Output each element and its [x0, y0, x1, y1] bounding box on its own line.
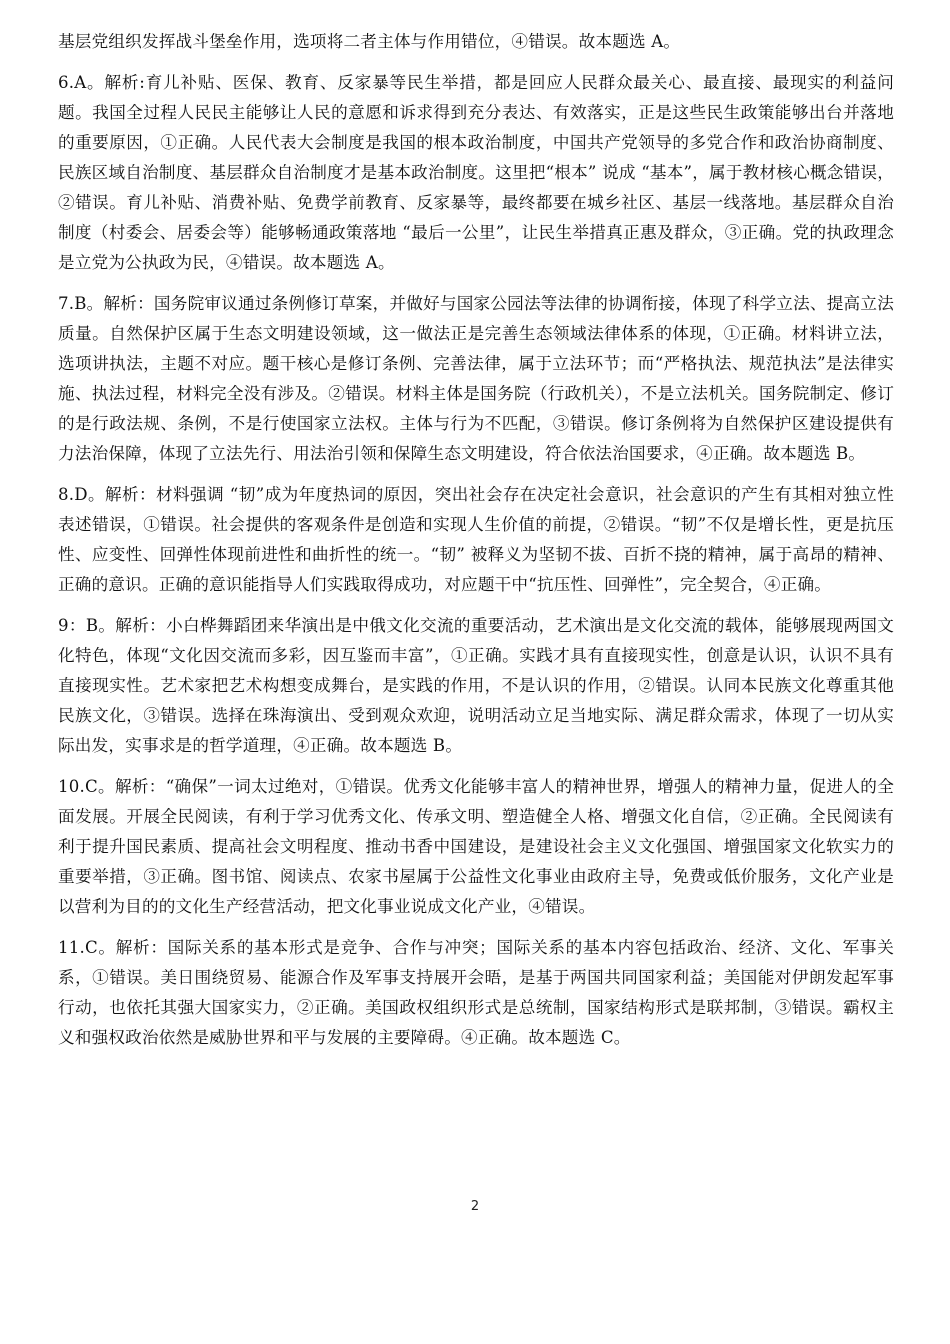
page-number: 2	[470, 1199, 480, 1214]
answer-paragraph-11: 11.C。解析：国际关系的基本形式是竞争、合作与冲突；国际关系的基本内容包括政治、经济、文化、军事关系，①错误。美日围绕贸易、能源合作及军事支持展开会晤，是基于两国共同国家利益；美国能对伊朗发起军事行动，也依托其强大国家实力，②正确。美国政权组织形式是总统制，国家结构形式是联邦制，③错误。霸权主义和强权政治依然是威胁世界和平与发展的主要障碍。④正确。故本题选 C。	[58, 938, 894, 1047]
answer-paragraph-8: 8.D。解析：材料强调 “韧”成为年度热词的原因，突出社会存在决定社会意识，社会意识的产生有其相对独立性表述错误，①错误。社会提供的客观条件是创造和实现人生价值的前提，②错误。“韧”不仅是增长性，更是抗压性、应变性、回弹性体现前进性和曲折性的统一。“韧” 被释义为坚韧不拔、百折不挠的精神，属于高昂的精神、正确的意识。正确的意识能指导人们实践取得成功，对应题干中“抗压性、回弹性”，完全契合，④正确。	[58, 485, 894, 594]
answer-paragraph-9: 9：B。解析：小白桦舞蹈团来华演出是中俄文化交流的重要活动，艺术演出是文化交流的载体，能够展现两国文化特色，体现“文化因交流而多彩，因互鉴而丰富”，①正确。实践才具有直接现实性，创意是认识，认识不具有直接现实性。艺术家把艺术构想变成舞台，是实践的作用，不是认识的作用，②错误。认同本民族文化尊重其他民族文化，③错误。选择在珠海演出、受到观众欢迎，说明活动立足当地实际、满足群众需求，体现了一切从实际出发，实事求是的哲学道理，④正确。故本题选 B。	[58, 616, 894, 755]
answer-paragraph-10: 10.C。解析：“确保”一词太过绝对，①错误。优秀文化能够丰富人的精神世界，增强人的精神力量，促进人的全面发展。开展全民阅读，有利于学习优秀文化、传承文明、塑造健全人格、增强文化自信，②正确。全民阅读有利于提升国民素质、提高社会文明程度、推动书香中国建设，是建设社会主义文化强国、增强国家文化软实力的重要举措，③正确。图书馆、阅读点、农家书屋属于公益性文化事业由政府主导，免费或低价服务，文化产业是以营利为目的的文化生产经营活动，把文化事业说成文化产业，④错误。	[58, 777, 894, 916]
document-page	[58, 0, 894, 1064]
answer-paragraph-7: 7.B。解析：国务院审议通过条例修订草案，并做好与国家公园法等法律的协调衔接，体现了科学立法、提高立法质量。自然保护区属于生态文明建设领域，这一做法正是完善生态领域法律体系的体现，①正确。材料讲立法，选项讲执法，主题不对应。题干核心是修订条例、完善法律，属于立法环节；而“严格执法、规范执法”是法律实施、执法过程，材料完全没有涉及。②错误。材料主体是国务院（行政机关），不是立法机关。国务院制定、修订的是行政法规、条例，不是行使国家立法权。主体与行为不匹配，③错误。修订条例将为自然保护区建设提供有力法治保障，体现了立法先行、用法治引领和保障生态文明建设，符合依法治国要求，④正确。故本题选 B。	[58, 294, 894, 463]
answer-paragraph-5-continued: 基层党组织发挥战斗堡垒作用，选项将二者主体与作用错位，④错误。故本题选 A。	[58, 32, 681, 51]
answer-paragraph-6: 6.A。解析:育儿补贴、医保、教育、反家暴等民生举措，都是回应人民群众最关心、最直接、最现实的利益问题。我国全过程人民民主能够让人民的意愿和诉求得到充分表达、有效落实，正是这些民生政策能够出台并落地的重要原因，①正确。人民代表大会制度是我国的根本政治制度，中国共产党领导的多党合作和政治协商制度、民族区域自治制度、基层群众自治制度才是基本政治制度。这里把“根本” 说成 “基本”，属于教材核心概念错误，②错误。育儿补贴、消费补贴、免费学前教育、反家暴等，最终都要在城乡社区、基层一线落地。基层群众自治制度（村委会、居委会等）能够畅通政策落地 “最后一公里”，让民生举措真正惠及群众，③正确。党的执政理念是立党为公执政为民，④错误。故本题选 A。	[58, 73, 894, 272]
